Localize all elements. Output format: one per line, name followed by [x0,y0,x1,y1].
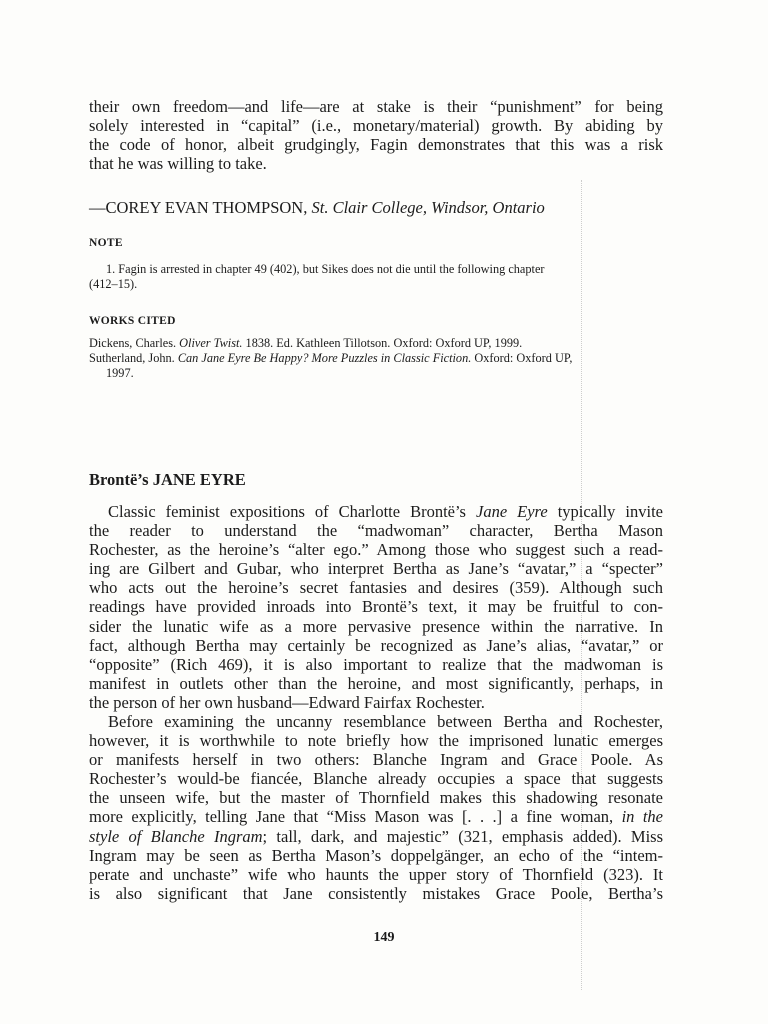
text-line: that he was willing to take. [89,154,267,174]
text-run: more explicitly, telling Jane that “Miss Mason was [. . .] a fine woman, [89,807,614,827]
text-line: perate and unchaste” wife who haunts the upper story of Thornfield (323). It [89,864,663,884]
note-heading: NOTE [89,237,123,249]
text-line [89,502,663,521]
text-line: however, it is worthwhile to note briefly how the imprisoned lunatic emerges [89,731,663,751]
text-run: Classic feminist expositions of Charlotte Brontë’s [108,502,476,521]
note-line: 1. Fagin is arrested in chapter 49 (402), but Sikes does not die until the following chapter [106,262,545,276]
citation-dickens [89,336,663,351]
note-body [89,262,663,292]
author-name: —COREY EVAN THOMPSON, [89,198,308,217]
author-affiliation: St. Clair College, Windsor, Ontario [311,198,545,217]
text-line: Ingram may be seen as Bertha Mason’s doppelgänger, an echo of the “intem- [89,845,663,865]
text-line: manifest in outlets other than the heroine, and most significantly, perhaps, in [89,673,663,693]
citation-sutherland [89,351,663,366]
text-line: the unseen wife, but the master of Thornfield makes this shadowing resonate [89,788,663,808]
citation-author: Dickens, Charles. [89,336,180,350]
citation-title: Can Jane Eyre Be Happy? More Puzzles in Classic Fiction. [177,351,472,365]
text-line: readings have provided inroads into Brontë’s text, it may be fruitful to con- [89,597,663,617]
text-line: the reader to understand the “madwoman” character, Bertha Mason [89,521,663,541]
text-line: solely interested in “capital” (i.e., monetary/material) growth. By abiding by [89,116,663,136]
text-run: typically invite [547,502,664,521]
text-run: ; tall, dark, and majestic” (321, emphasis added). Miss [262,826,663,846]
text-line: Rochester’s would-be fiancée, Blanche already occupies a space that suggests [89,769,663,789]
emphasis-run: style of Blanche Ingram [89,826,263,846]
section-title: Brontë’s JANE EYRE [89,470,246,489]
text-line [89,827,663,846]
citation-title: Oliver Twist. [179,336,243,350]
text-line: is also significant that Jane consistently mistakes Grace Poole, Bertha’s [89,883,663,903]
text-line: Before examining the uncanny resemblance between Bertha and Rochester, [108,712,663,731]
author-signature [89,198,663,218]
book-title: Jane Eyre [476,502,548,521]
citation-author: Sutherland, John. [89,351,178,365]
top-paragraph [89,97,663,173]
note-line: (412–15). [89,277,138,291]
body-paragraph-2 [89,712,663,903]
page-number: 149 [373,930,395,945]
text-line: or manifests herself in two others: Blanche Ingram and Grace Poole. As [89,750,663,770]
emphasis-run: in the [621,807,664,827]
text-line: who acts out the heroine’s secret fantasies and desires (359). Although such [89,578,663,598]
body-paragraph-1 [89,502,663,712]
text-line: sider the lunatic wife as a more pervasive presence within the narrative. In [89,616,663,636]
text-line: ing are Gilbert and Gubar, who interpret Bertha as Jane’s “avatar,” a “specter” [89,559,663,579]
citation-details: 1838. Ed. Kathleen Tillotson. Oxford: Oxford UP, 1999. [242,336,523,350]
text-line: the code of honor, albeit grudgingly, Fagin demonstrates that this was a risk [89,135,663,155]
works-cited-heading: WORKS CITED [89,315,176,327]
citation-details: Oxford: Oxford UP, [471,351,573,365]
text-line: Rochester, as the heroine’s “alter ego.” Among those who suggest such a read- [89,540,663,560]
text-line: “opposite” (Rich 469), it is also important to realize that the madwoman is [89,654,663,674]
text-line [89,807,663,826]
citation-continuation: 1997. [106,366,134,380]
text-line: fact, although Bertha may certainly be recognized as Jane’s alias, “avatar,” or [89,635,663,655]
text-line: the person of her own husband—Edward Fairfax Rochester. [89,692,485,712]
text-line: their own freedom—and life—are at stake is their “punishment” for being [89,97,663,116]
works-cited-list [89,336,663,381]
